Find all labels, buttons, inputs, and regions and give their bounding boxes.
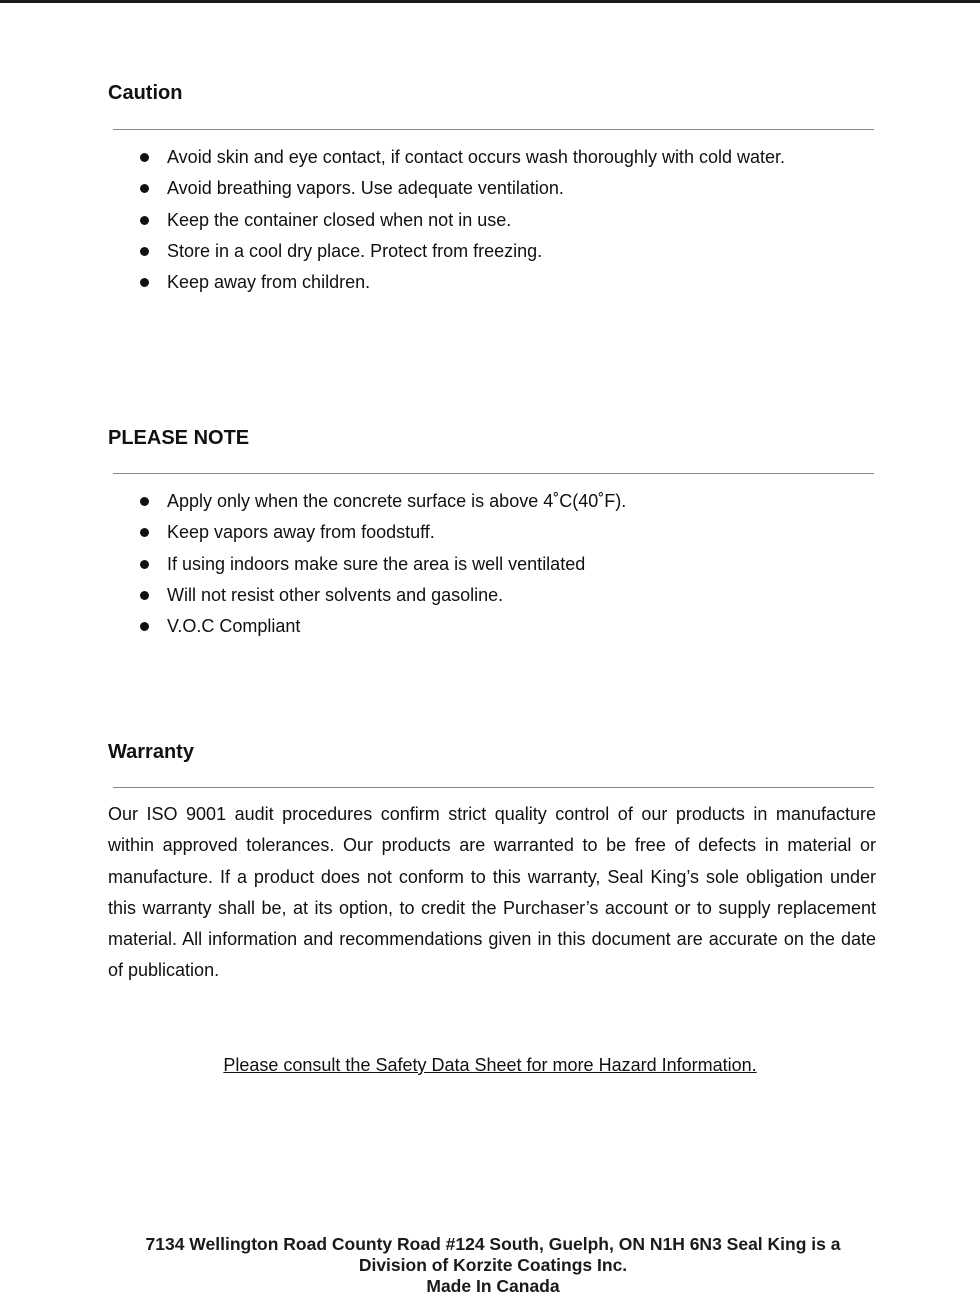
- bullet-icon: [140, 278, 149, 287]
- bullet-icon: [140, 247, 149, 256]
- caution-item-text: Avoid skin and eye contact, if contact occurs wash thoroughly with cold water.: [167, 147, 785, 167]
- caution-list-item: [108, 267, 785, 298]
- please-note-list-item: [108, 549, 626, 580]
- please-note-list-item: [108, 611, 626, 642]
- please-note-list-item: [108, 580, 626, 611]
- caution-item-text: Store in a cool dry place. Protect from freezing.: [167, 240, 543, 261]
- bullet-icon: [140, 153, 149, 162]
- footer-origin-line: Made In Canada: [426, 1276, 560, 1296]
- bullet-icon: [140, 591, 149, 600]
- warranty-paragraph: Our ISO 9001 audit procedures confirm strict quality control of our products in manufacture within approved tolerances. Our products are warranted to be free of defects in material or manufacture. If a product does not conform to this warranty, Seal King’s sole obligation under this warranty shall be, at its option, to credit the Purchaser’s account or to supply replacement material. All information and recommendations given in this document are accurate on the date of publication.: [108, 804, 876, 981]
- bullet-icon: [140, 216, 149, 225]
- top-border-rule: [0, 0, 980, 3]
- caution-heading: Caution: [108, 82, 183, 104]
- warranty-divider: [113, 787, 874, 788]
- caution-list: [108, 142, 785, 298]
- caution-divider: [113, 129, 874, 130]
- caution-list-item: [108, 173, 785, 204]
- please-note-heading: PLEASE NOTE: [108, 427, 250, 449]
- please-note-item-text: If using indoors make sure the area is well ventilated: [167, 553, 586, 574]
- footer-company-line: Division of Korzite Coatings Inc.: [358, 1255, 628, 1275]
- please-note-item-text: V.O.C Compliant: [167, 616, 301, 637]
- warranty-heading: Warranty: [108, 741, 194, 763]
- bullet-icon: [140, 560, 149, 569]
- footer-address: [120, 1234, 866, 1297]
- please-note-item-text: Will not resist other solvents and gasoline.: [167, 584, 504, 605]
- bullet-icon: [140, 184, 149, 193]
- bullet-icon: [140, 497, 149, 506]
- caution-item-text: Keep away from children.: [167, 272, 371, 293]
- please-note-divider: [113, 473, 874, 474]
- bullet-icon: [140, 622, 149, 631]
- please-note-item-text: Apply only when the concrete surface is above 4˚C(40˚F).: [167, 491, 627, 511]
- bullet-icon: [140, 528, 149, 537]
- please-note-item-text: Keep vapors away from foodstuff.: [167, 522, 435, 543]
- footer-address-line: 7134 Wellington Road County Road #124 South, Guelph, ON N1H 6N3 Seal King is a: [145, 1234, 841, 1254]
- safety-data-sheet-notice: [0, 1052, 980, 1078]
- caution-item-text: Keep the container closed when not in use.: [167, 209, 512, 230]
- caution-list-item: [108, 236, 785, 267]
- safety-data-sheet-link[interactable]: Please consult the Safety Data Sheet for more Hazard Information.: [223, 1055, 757, 1075]
- please-note-list-item: [108, 517, 626, 548]
- caution-item-text: Avoid breathing vapors. Use adequate ventilation.: [167, 178, 564, 199]
- caution-list-item: [108, 205, 785, 236]
- please-note-list-item: [108, 486, 626, 517]
- caution-list-item: [108, 142, 785, 173]
- please-note-list: [108, 486, 626, 642]
